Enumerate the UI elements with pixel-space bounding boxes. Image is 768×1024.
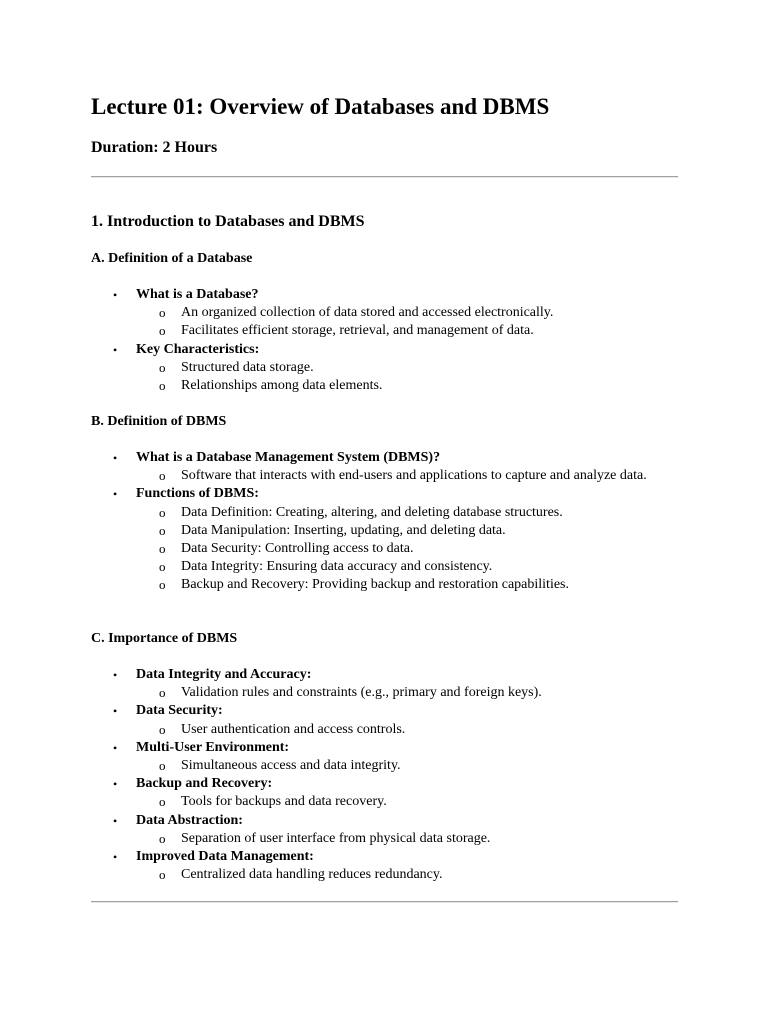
sub-item-text: Backup and Recovery: Providing backup and restoration capabilities. — [181, 577, 570, 593]
circle-bullet-icon: o — [159, 867, 166, 883]
list-item — [91, 666, 678, 702]
sub-list-item — [136, 830, 691, 848]
sub-item-text: An organized collection of data stored and accessed electronically. — [181, 305, 554, 321]
sub-item-text: Relationships among data elements. — [181, 378, 383, 394]
subsection-heading-b: B. Definition of DBMS — [91, 414, 227, 429]
sub-list-item — [136, 504, 691, 522]
bullet-icon: • — [113, 342, 118, 357]
section-heading: 1. Introduction to Databases and DBMS — [91, 213, 365, 230]
sub-list — [136, 359, 678, 395]
subsection-heading-c: C. Importance of DBMS — [91, 631, 238, 646]
sub-list-item — [136, 359, 691, 377]
sub-item-text: Software that interacts with end-users and applications to capture and analyze data. — [181, 468, 647, 484]
sub-list-item — [136, 522, 691, 540]
circle-bullet-icon: o — [159, 758, 166, 774]
list-item — [91, 775, 678, 811]
item-label: Functions of DBMS: — [136, 486, 259, 502]
bullet-icon: • — [113, 777, 118, 792]
sub-item-text: Centralized data handling reduces redundancy. — [181, 867, 443, 883]
circle-bullet-icon: o — [159, 504, 166, 520]
sub-list-item — [136, 684, 691, 702]
circle-bullet-icon: o — [159, 305, 166, 321]
circle-bullet-icon: o — [159, 685, 166, 701]
sub-list-item — [136, 793, 691, 811]
subsection-heading-a: A. Definition of a Database — [91, 251, 253, 266]
list-item — [91, 449, 678, 485]
bullet-icon: • — [113, 740, 118, 755]
sub-list-item — [136, 721, 691, 739]
subsection-b-list — [91, 449, 678, 595]
sub-list-item — [136, 304, 691, 322]
sub-list — [136, 721, 678, 739]
bullet-icon: • — [113, 487, 118, 502]
list-item — [91, 485, 678, 594]
list-item — [91, 739, 678, 775]
bullet-icon: • — [113, 850, 118, 865]
sub-item-text: Validation rules and constraints (e.g., primary and foreign keys). — [181, 685, 542, 701]
item-label: Data Integrity and Accuracy: — [136, 667, 312, 682]
sub-item-text: Simultaneous access and data integrity. — [181, 758, 401, 774]
sub-list — [136, 866, 678, 884]
sub-list — [136, 757, 678, 775]
item-label: Multi-User Environment: — [136, 739, 290, 755]
circle-bullet-icon: o — [159, 359, 166, 375]
sub-list — [136, 504, 678, 595]
sub-list — [136, 467, 678, 485]
item-label: What is a Database Management System (DBMS)? — [136, 450, 441, 465]
item-label: Improved Data Management: — [136, 849, 314, 865]
item-label: Backup and Recovery: — [136, 776, 273, 792]
sub-list-item — [136, 866, 691, 884]
circle-bullet-icon: o — [159, 794, 166, 810]
item-label: Data Abstraction: — [136, 812, 243, 828]
bullet-icon: • — [113, 813, 118, 828]
sub-list-item — [136, 322, 691, 340]
bullet-icon: • — [113, 451, 118, 465]
circle-bullet-icon: o — [159, 323, 166, 339]
circle-bullet-icon: o — [159, 559, 166, 575]
circle-bullet-icon: o — [159, 468, 166, 484]
item-label: Data Security: — [136, 703, 223, 719]
list-item — [91, 812, 678, 848]
subsection-c-list — [91, 666, 678, 884]
sub-list-item — [136, 558, 691, 576]
item-label: What is a Database? — [136, 287, 259, 302]
sub-item-text: Separation of user interface from physical data storage. — [181, 830, 491, 846]
circle-bullet-icon: o — [159, 830, 166, 846]
list-item — [91, 702, 678, 738]
item-label: Key Characteristics: — [136, 341, 260, 357]
sub-list — [136, 793, 678, 811]
bullet-icon: • — [113, 668, 118, 682]
sub-item-text: Structured data storage. — [181, 359, 314, 375]
sub-item-text: User authentication and access controls. — [181, 721, 406, 737]
circle-bullet-icon: o — [159, 541, 166, 557]
sub-item-text: Data Definition: Creating, altering, and deleting database structures. — [181, 504, 563, 520]
bullet-icon: • — [113, 704, 118, 719]
sub-item-text: Data Integrity: Ensuring data accuracy and consistency. — [181, 559, 493, 575]
sub-item-text: Data Security: Controlling access to data. — [181, 541, 414, 557]
top-divider — [91, 176, 678, 178]
lecture-title: Lecture 01: Overview of Databases and DBMS — [91, 94, 550, 119]
sub-item-text: Tools for backups and data recovery. — [181, 794, 387, 810]
list-item — [91, 341, 678, 396]
sub-list-item — [136, 757, 691, 775]
subsection-a-list — [91, 286, 678, 395]
duration-label: Duration: 2 Hours — [91, 139, 218, 156]
circle-bullet-icon: o — [159, 378, 166, 394]
circle-bullet-icon: o — [159, 577, 166, 593]
sub-list — [136, 684, 678, 702]
bullet-icon: • — [113, 288, 118, 302]
sub-list-item — [136, 377, 691, 395]
circle-bullet-icon: o — [159, 522, 166, 538]
list-item — [91, 848, 678, 884]
sub-list-item — [136, 576, 691, 594]
sub-item-text: Data Manipulation: Inserting, updating, and deleting data. — [181, 522, 506, 538]
sub-list — [136, 304, 678, 340]
sub-list-item — [136, 467, 691, 485]
bottom-divider — [91, 901, 678, 903]
sub-item-text: Facilitates efficient storage, retrieval, and management of data. — [181, 323, 534, 339]
sub-list-item — [136, 540, 691, 558]
list-item — [91, 286, 678, 341]
circle-bullet-icon: o — [159, 721, 166, 737]
sub-list — [136, 830, 678, 848]
